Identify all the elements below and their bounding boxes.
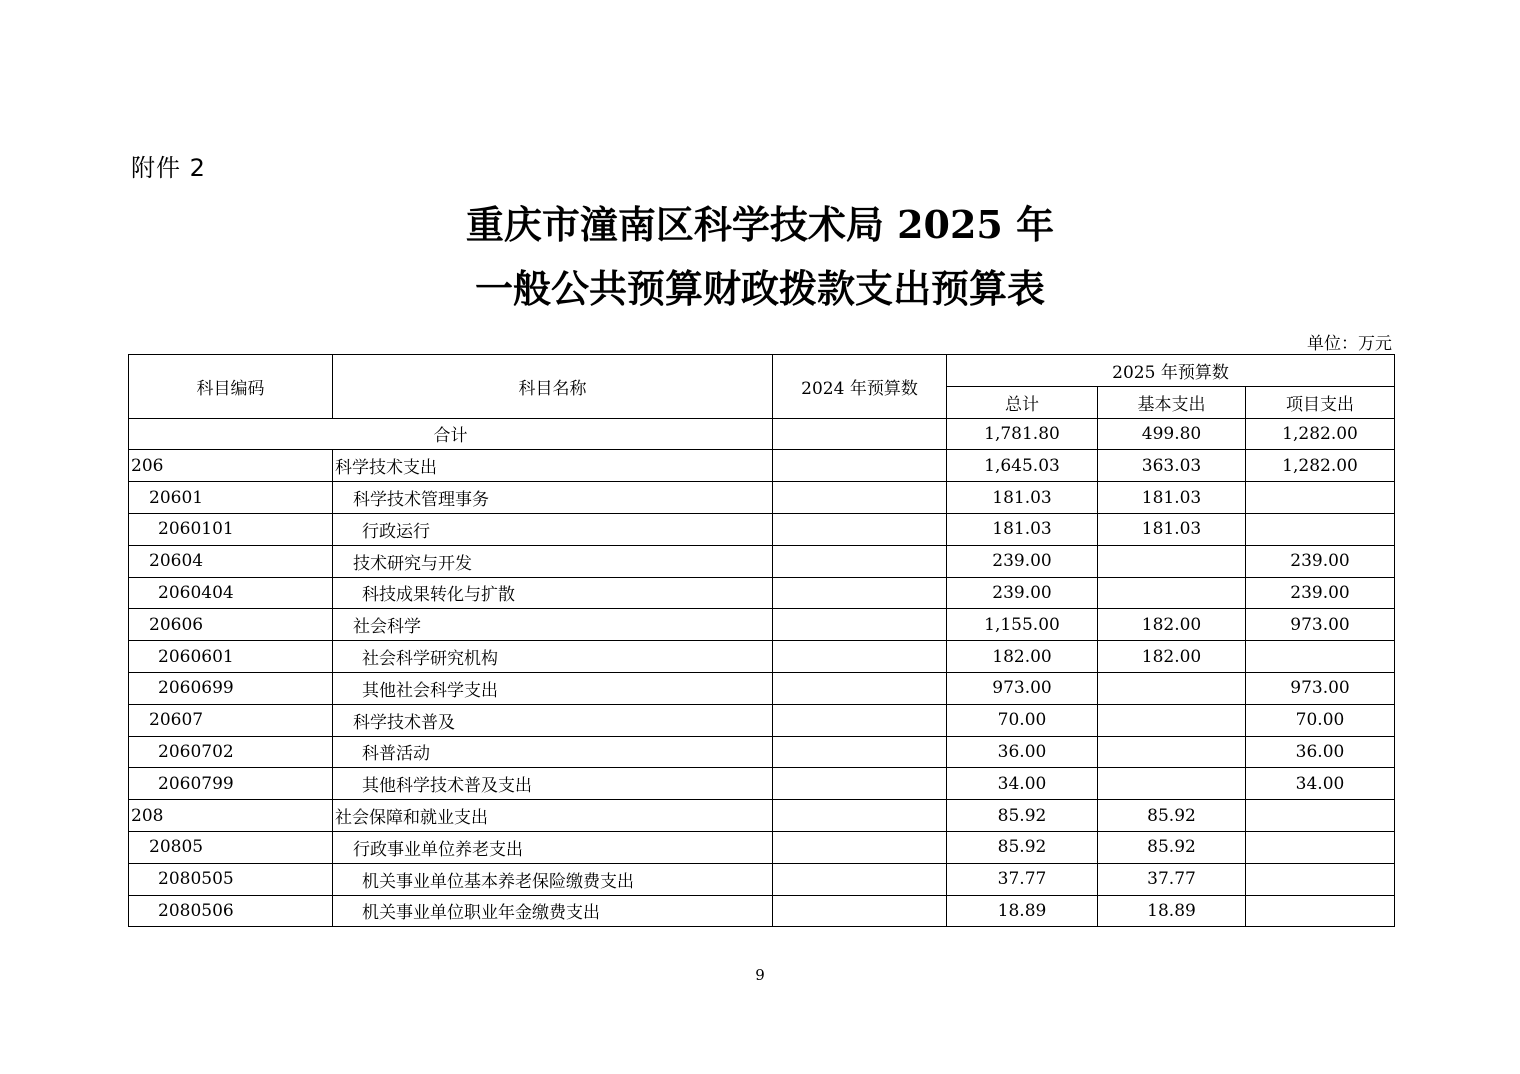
row-code: 20805 [129, 831, 333, 863]
total-label: 合计 [129, 418, 773, 450]
row-basic [1098, 545, 1246, 577]
row-name: 社会科学研究机构 [333, 641, 773, 673]
row-code: 208 [129, 800, 333, 832]
row-code: 206 [129, 450, 333, 482]
row-total: 85.92 [947, 800, 1098, 832]
row-prev-budget [773, 736, 947, 768]
header-curr-budget: 2025 年预算数 [947, 355, 1395, 387]
row-name: 其他社会科学支出 [333, 672, 773, 704]
document-title-line1: 重庆市潼南区科学技术局 2025 年 [465, 202, 1055, 247]
total-project: 1,282.00 [1246, 418, 1395, 450]
row-code: 2080506 [129, 895, 333, 927]
row-prev-budget [773, 513, 947, 545]
table-row [129, 768, 1395, 800]
row-total: 37.77 [947, 863, 1098, 895]
row-code: 20606 [129, 609, 333, 641]
row-basic [1098, 704, 1246, 736]
row-prev-budget [773, 482, 947, 514]
row-basic [1098, 577, 1246, 609]
table-row [129, 450, 1395, 482]
table-header [129, 355, 1395, 419]
attachment-label: 附件 2 [131, 154, 206, 182]
row-name: 科学技术普及 [333, 704, 773, 736]
row-code: 20607 [129, 704, 333, 736]
row-code: 2060101 [129, 513, 333, 545]
row-project: 973.00 [1246, 609, 1395, 641]
row-code: 2060799 [129, 768, 333, 800]
row-name: 机关事业单位基本养老保险缴费支出 [333, 863, 773, 895]
row-prev-budget [773, 450, 947, 482]
row-basic: 363.03 [1098, 450, 1246, 482]
header-basic: 基本支出 [1098, 386, 1246, 418]
row-prev-budget [773, 863, 947, 895]
row-basic: 181.03 [1098, 513, 1246, 545]
table-row [129, 704, 1395, 736]
total-row [129, 418, 1395, 450]
row-total: 1,155.00 [947, 609, 1098, 641]
table-body [129, 418, 1395, 927]
table-row [129, 895, 1395, 927]
row-project [1246, 863, 1395, 895]
row-project: 973.00 [1246, 672, 1395, 704]
row-project [1246, 831, 1395, 863]
table-row [129, 736, 1395, 768]
row-project: 1,282.00 [1246, 450, 1395, 482]
header-prev-budget: 2024 年预算数 [773, 355, 947, 419]
unit-label: 单位：万元 [1307, 334, 1392, 354]
row-prev-budget [773, 704, 947, 736]
row-prev-budget [773, 800, 947, 832]
row-basic: 85.92 [1098, 800, 1246, 832]
row-name: 技术研究与开发 [333, 545, 773, 577]
row-prev-budget [773, 672, 947, 704]
table-row [129, 831, 1395, 863]
row-total: 70.00 [947, 704, 1098, 736]
row-code: 20604 [129, 545, 333, 577]
row-name: 科学技术管理事务 [333, 482, 773, 514]
row-basic: 182.00 [1098, 609, 1246, 641]
row-prev-budget [773, 768, 947, 800]
row-code: 2080505 [129, 863, 333, 895]
row-prev-budget [773, 545, 947, 577]
row-code: 2060699 [129, 672, 333, 704]
row-project [1246, 895, 1395, 927]
row-prev-budget [773, 641, 947, 673]
row-basic [1098, 768, 1246, 800]
table-row [129, 545, 1395, 577]
page-number: 9 [755, 966, 765, 984]
row-total: 181.03 [947, 513, 1098, 545]
header-code: 科目编码 [129, 355, 333, 419]
row-name: 行政事业单位养老支出 [333, 831, 773, 863]
row-name: 社会保障和就业支出 [333, 800, 773, 832]
total-prev [773, 418, 947, 450]
row-project [1246, 641, 1395, 673]
row-project: 36.00 [1246, 736, 1395, 768]
row-name: 行政运行 [333, 513, 773, 545]
row-total: 18.89 [947, 895, 1098, 927]
row-total: 85.92 [947, 831, 1098, 863]
document-title-line2: 一般公共预算财政拨款支出预算表 [474, 266, 1045, 311]
budget-table [128, 354, 1395, 927]
table-row [129, 609, 1395, 641]
row-code: 20601 [129, 482, 333, 514]
row-code: 2060702 [129, 736, 333, 768]
total-total: 1,781.80 [947, 418, 1098, 450]
row-total: 239.00 [947, 545, 1098, 577]
header-total: 总计 [947, 386, 1098, 418]
row-name: 机关事业单位职业年金缴费支出 [333, 895, 773, 927]
row-prev-budget [773, 895, 947, 927]
row-project: 34.00 [1246, 768, 1395, 800]
table-row [129, 577, 1395, 609]
row-prev-budget [773, 831, 947, 863]
row-basic: 37.77 [1098, 863, 1246, 895]
total-basic: 499.80 [1098, 418, 1246, 450]
row-project [1246, 800, 1395, 832]
row-code: 2060601 [129, 641, 333, 673]
row-basic: 18.89 [1098, 895, 1246, 927]
row-total: 34.00 [947, 768, 1098, 800]
header-project: 项目支出 [1246, 386, 1395, 418]
row-basic [1098, 672, 1246, 704]
row-project: 70.00 [1246, 704, 1395, 736]
row-name: 科普活动 [333, 736, 773, 768]
row-project: 239.00 [1246, 545, 1395, 577]
table-row [129, 513, 1395, 545]
row-name: 社会科学 [333, 609, 773, 641]
row-basic [1098, 736, 1246, 768]
row-prev-budget [773, 609, 947, 641]
row-total: 181.03 [947, 482, 1098, 514]
row-name: 科技成果转化与扩散 [333, 577, 773, 609]
row-project: 239.00 [1246, 577, 1395, 609]
row-name: 科学技术支出 [333, 450, 773, 482]
table-row [129, 641, 1395, 673]
row-basic: 85.92 [1098, 831, 1246, 863]
table-row [129, 482, 1395, 514]
row-total: 973.00 [947, 672, 1098, 704]
table-row [129, 672, 1395, 704]
row-project [1246, 482, 1395, 514]
row-total: 36.00 [947, 736, 1098, 768]
row-prev-budget [773, 577, 947, 609]
row-total: 239.00 [947, 577, 1098, 609]
row-basic: 181.03 [1098, 482, 1246, 514]
row-name: 其他科学技术普及支出 [333, 768, 773, 800]
row-project [1246, 513, 1395, 545]
table-row [129, 800, 1395, 832]
table-row [129, 863, 1395, 895]
row-basic: 182.00 [1098, 641, 1246, 673]
row-code: 2060404 [129, 577, 333, 609]
header-name: 科目名称 [333, 355, 773, 419]
row-total: 1,645.03 [947, 450, 1098, 482]
row-total: 182.00 [947, 641, 1098, 673]
